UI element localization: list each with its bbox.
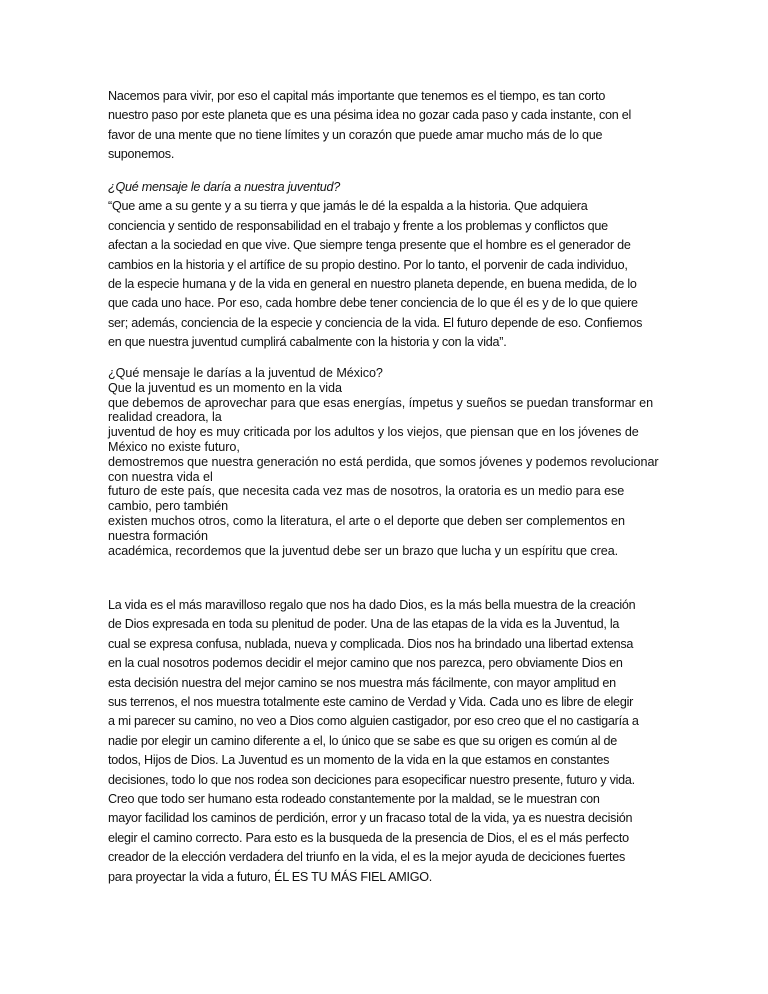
youth-message-quote <box>108 178 668 353</box>
text-line: ser; además, conciencia de la especie y conciencia de la vida. El futuro depende de eso. Confiemos <box>108 315 643 330</box>
text-line: realidad creadora, la <box>108 410 222 425</box>
text-line: favor de una mente que no tiene límites y un corazón que puede amar mucho más de lo que <box>108 127 603 142</box>
text-line: Que la juventud es un momento en la vida <box>108 380 342 395</box>
text-line: en la cual nosotros podemos decidir el mejor camino que nos parezca, pero obviamente Dios en <box>108 656 623 671</box>
mexico-youth-message <box>108 366 668 558</box>
text-line: con nuestra vida el <box>108 469 213 484</box>
text-line: a mi parecer su camino, no veo a Dios como alguien castigador, por eso creo que el no castigaría a <box>108 714 639 729</box>
text-line: conciencia y sentido de responsabilidad en el trabajo y frente a los problemas y conflictos que <box>108 218 608 233</box>
text-line: nadie por elegir un camino diferente a el, lo único que se sabe es que su origen es común al de <box>108 733 618 748</box>
text-line: decisiones, todo lo que nos rodea son deciciones para esopecificar nuestro presente, futuro y vida. <box>108 772 635 787</box>
text-line: cambio, pero también <box>108 499 229 514</box>
text-line: en que nuestra juventud cumplirá cabalmente con la historia y con la vida”. <box>108 335 507 350</box>
question-heading: ¿Qué mensaje le daría a nuestra juventud? <box>108 180 340 194</box>
text-line: sus terrenos, el nos muestra totalmente este camino de Verdad y Vida. Cada uno es libre de elegir <box>108 695 634 710</box>
text-line: “Que ame a su gente y a su tierra y que jamás le dé la espalda a la historia. Que adquiera <box>108 199 588 214</box>
text-line: demostremos que nuestra generación no está perdida, que somos jóvenes y podemos revolucionar <box>108 454 659 469</box>
text-line: futuro de este país, que necesita cada vez mas de nosotros, la oratoria es un medio para ese <box>108 484 625 499</box>
text-line: afectan a la sociedad en que vive. Que siempre tenga presente que el hombre es el generador de <box>108 238 631 253</box>
text-line: todos, Hijos de Dios. La Juventud es un momento de la vida en la que estamos en constantes <box>108 753 610 768</box>
text-line: académica, recordemos que la juventud debe ser un brazo que lucha y un espíritu que crea. <box>108 543 619 558</box>
text-line: que debemos de aprovechar para que esas energías, ímpetus y sueños se puedan transformar en <box>108 395 654 410</box>
text-line: suponemos. <box>108 147 175 162</box>
text-line: elegir el camino correcto. Para esto es la busqueda de la presencia de Dios, el es el más perfecto <box>108 830 629 845</box>
question-line: ¿Qué mensaje le darías a la juventud de México? <box>108 366 383 380</box>
intro-paragraph <box>108 87 668 165</box>
text-line: juventud de hoy es muy criticada por los adultos y los viejos, que piensan que en los jóvenes de <box>108 425 639 440</box>
text-line: La vida es el más maravilloso regalo que nos ha dado Dios, es la más bella muestra de la creación <box>108 598 636 612</box>
text-line: esta decisión nuestra del mejor camino se nos muestra más fácilmente, con mayor amplitud en <box>108 675 616 690</box>
text-line: México no existe futuro, <box>108 439 240 454</box>
text-line: Creo que todo ser humano esta rodeado constantemente por la maldad, se le muestran con <box>108 792 600 807</box>
text-line: nuestra formación <box>108 528 208 543</box>
text-line: cambios en la historia y el artífice de su propio destino. Por lo tanto, el porvenir de cada individuo, <box>108 257 628 272</box>
text-line: para proyectar la vida a futuro, ÉL ES TU MÁS FIEL AMIGO. <box>108 869 433 884</box>
text-line: mayor facilidad los caminos de perdición, error y un fracaso total de la vida, ya es nuestra decisión <box>108 811 633 826</box>
text-line: que cada uno hace. Por eso, cada hombre debe tener conciencia de lo que él es y de lo que quiere <box>108 296 638 311</box>
text-line: de la especie humana y de la vida en general en nuestro planeta depende, en buena medida, de lo <box>108 277 637 292</box>
life-gift-paragraph <box>108 596 668 887</box>
text-line: cual se expresa confusa, nublada, nueva y complicada. Dios nos ha brindado una libertad extensa <box>108 636 634 651</box>
text-line: nuestro paso por este planeta que es una pésima idea no gozar cada paso y cada instante, con el <box>108 108 632 123</box>
text-line: de Dios expresada en toda su plenitud de poder. Una de las etapas de la vida es la Juventud, la <box>108 617 620 632</box>
text-line: existen muchos otros, como la literatura, el arte o el deporte que deben ser complementos en <box>108 513 625 528</box>
text-line: Nacemos para vivir, por eso el capital más importante que tenemos es el tiempo, es tan corto <box>108 89 606 103</box>
text-line: creador de la elección verdadera del triunfo en la vida, el es la mejor ayuda de deciciones fuertes <box>108 850 626 865</box>
